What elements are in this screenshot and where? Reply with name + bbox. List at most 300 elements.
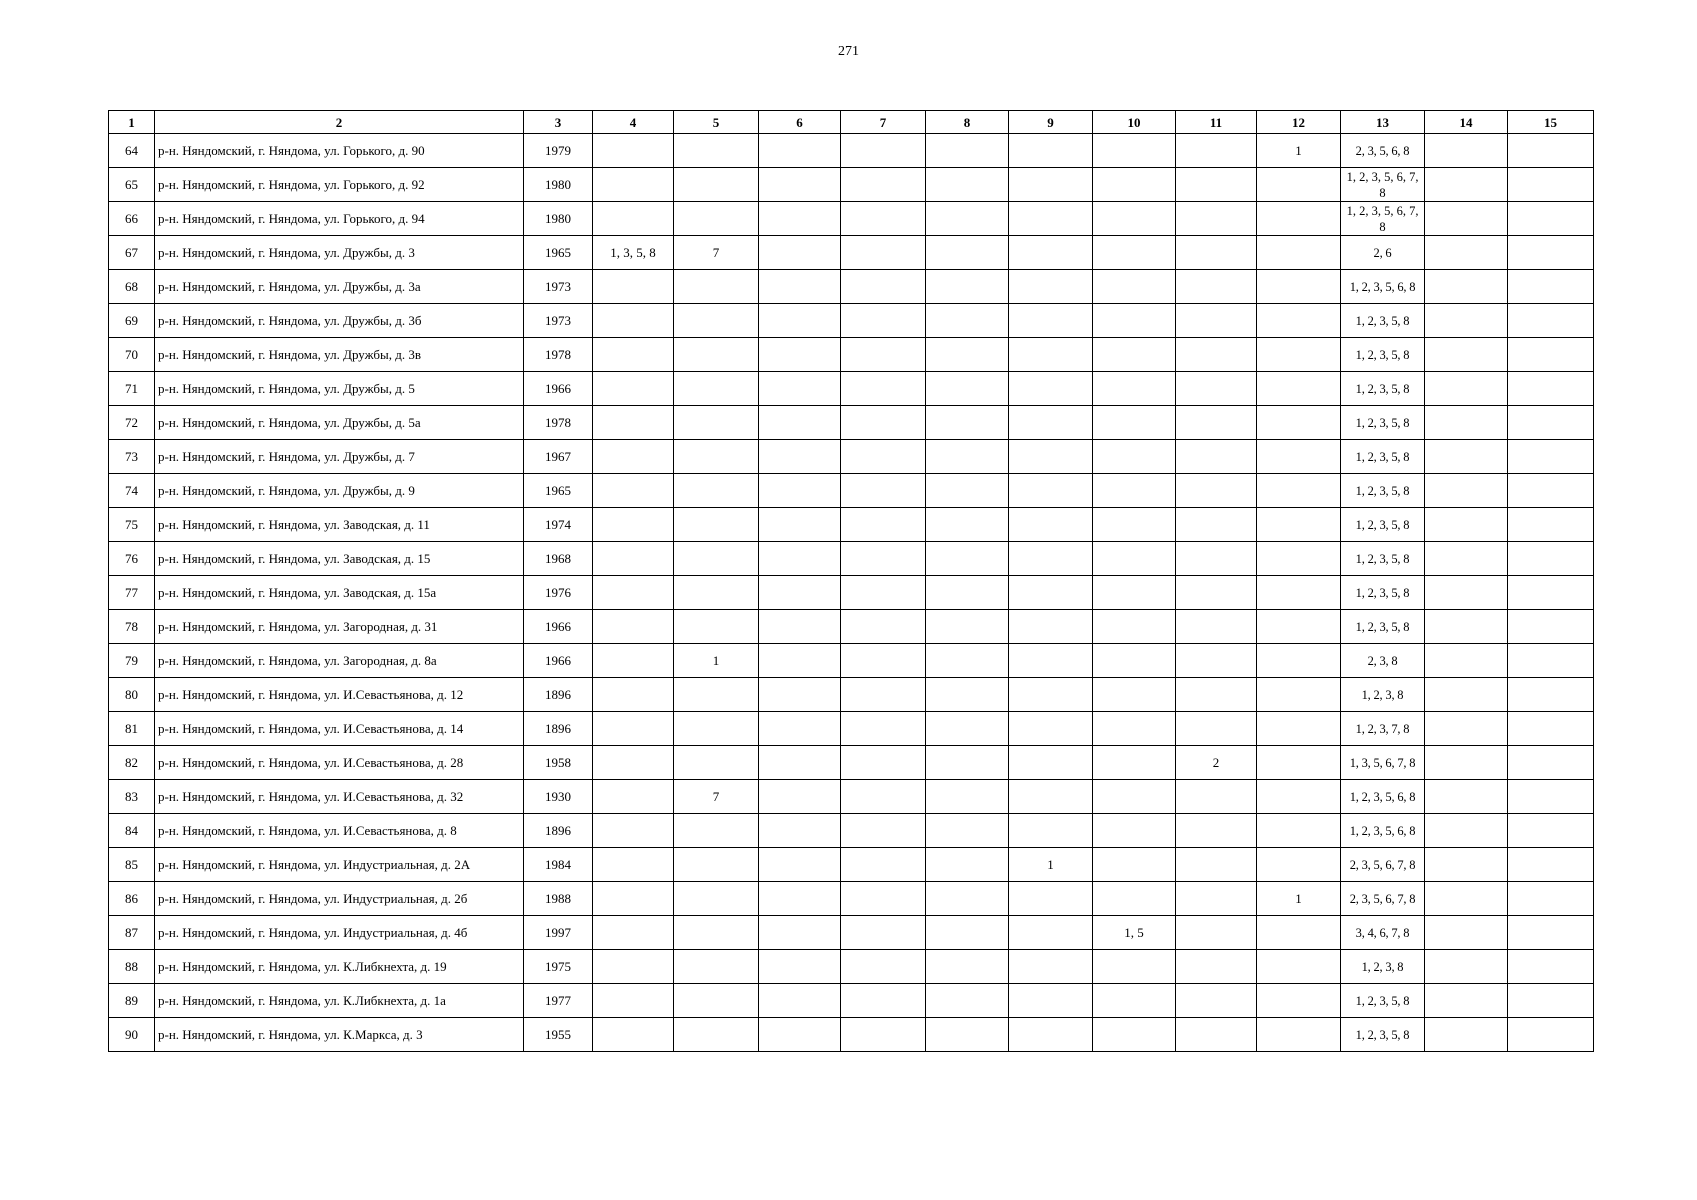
table-cell-col-2: р-н. Няндомский, г. Няндома, ул. Горького, д. 94 xyxy=(155,202,524,236)
table-cell-col-3: 1958 xyxy=(524,746,593,780)
table-cell-col-13: 1, 2, 3, 8 xyxy=(1341,678,1425,712)
table-cell-col-1: 81 xyxy=(109,712,155,746)
table-cell-col-1: 69 xyxy=(109,304,155,338)
table-cell-col-5 xyxy=(674,814,759,848)
table-cell-col-10 xyxy=(1093,950,1176,984)
table-row xyxy=(109,712,1594,746)
column-header-10: 10 xyxy=(1093,111,1176,134)
table-cell-col-10 xyxy=(1093,882,1176,916)
table-cell-col-10 xyxy=(1093,610,1176,644)
table-cell-col-13: 1, 2, 3, 8 xyxy=(1341,950,1425,984)
table-cell-col-13: 1, 2, 3, 5, 8 xyxy=(1341,474,1425,508)
table-cell-col-2: р-н. Няндомский, г. Няндома, ул. И.Севастьянова, д. 14 xyxy=(155,712,524,746)
table-cell-col-12 xyxy=(1257,338,1341,372)
table-cell-col-13: 1, 2, 3, 5, 8 xyxy=(1341,338,1425,372)
table-row xyxy=(109,474,1594,508)
table-cell-col-8 xyxy=(926,542,1009,576)
table-cell-col-12 xyxy=(1257,916,1341,950)
table-cell-col-6 xyxy=(759,678,841,712)
table-row xyxy=(109,304,1594,338)
table-cell-col-1: 67 xyxy=(109,236,155,270)
table-cell-col-7 xyxy=(841,746,926,780)
table-cell-col-8 xyxy=(926,270,1009,304)
table-cell-col-13: 1, 2, 3, 5, 8 xyxy=(1341,610,1425,644)
table-cell-col-4 xyxy=(593,848,674,882)
table-cell-col-6 xyxy=(759,984,841,1018)
table-cell-col-5 xyxy=(674,576,759,610)
table-cell-col-3: 1977 xyxy=(524,984,593,1018)
table-cell-col-4: 1, 3, 5, 8 xyxy=(593,236,674,270)
table-cell-col-3: 1965 xyxy=(524,236,593,270)
table-cell-col-8 xyxy=(926,916,1009,950)
table-cell-col-7 xyxy=(841,338,926,372)
table-cell-col-15 xyxy=(1508,270,1594,304)
table-cell-col-7 xyxy=(841,984,926,1018)
column-header-8: 8 xyxy=(926,111,1009,134)
table-cell-col-7 xyxy=(841,372,926,406)
table-cell-col-10 xyxy=(1093,542,1176,576)
table-cell-col-12 xyxy=(1257,746,1341,780)
table-cell-col-9 xyxy=(1009,984,1093,1018)
table-cell-col-13: 1, 2, 3, 7, 8 xyxy=(1341,712,1425,746)
table-cell-col-12 xyxy=(1257,304,1341,338)
table-cell-col-6 xyxy=(759,780,841,814)
table-cell-col-8 xyxy=(926,236,1009,270)
table-cell-col-4 xyxy=(593,1018,674,1052)
table-cell-col-7 xyxy=(841,542,926,576)
table-cell-col-5 xyxy=(674,270,759,304)
table-row xyxy=(109,508,1594,542)
table-cell-col-14 xyxy=(1425,338,1508,372)
table-cell-col-14 xyxy=(1425,916,1508,950)
table-cell-col-9 xyxy=(1009,610,1093,644)
table-cell-col-11 xyxy=(1176,440,1257,474)
table-cell-col-4 xyxy=(593,304,674,338)
table-cell-col-5 xyxy=(674,916,759,950)
table-cell-col-14 xyxy=(1425,372,1508,406)
table-cell-col-3: 1896 xyxy=(524,712,593,746)
table-cell-col-9 xyxy=(1009,474,1093,508)
table-cell-col-9 xyxy=(1009,644,1093,678)
table-cell-col-1: 83 xyxy=(109,780,155,814)
table-cell-col-4 xyxy=(593,780,674,814)
table-cell-col-8 xyxy=(926,848,1009,882)
table-cell-col-2: р-н. Няндомский, г. Няндома, ул. К.Маркса, д. 3 xyxy=(155,1018,524,1052)
table-cell-col-7 xyxy=(841,270,926,304)
table-cell-col-7 xyxy=(841,780,926,814)
table-cell-col-13: 2, 3, 5, 6, 7, 8 xyxy=(1341,848,1425,882)
table-cell-col-4 xyxy=(593,168,674,202)
table-cell-col-9 xyxy=(1009,372,1093,406)
table-cell-col-15 xyxy=(1508,168,1594,202)
table-cell-col-7 xyxy=(841,406,926,440)
table-cell-col-4 xyxy=(593,576,674,610)
table-cell-col-9 xyxy=(1009,202,1093,236)
table-cell-col-1: 90 xyxy=(109,1018,155,1052)
table-cell-col-5: 1 xyxy=(674,644,759,678)
table-cell-col-9 xyxy=(1009,338,1093,372)
table-row xyxy=(109,168,1594,202)
table-cell-col-11 xyxy=(1176,202,1257,236)
table-cell-col-7 xyxy=(841,304,926,338)
table-cell-col-3: 1968 xyxy=(524,542,593,576)
table-cell-col-11 xyxy=(1176,848,1257,882)
table-cell-col-5 xyxy=(674,848,759,882)
table-cell-col-1: 79 xyxy=(109,644,155,678)
table-cell-col-5 xyxy=(674,610,759,644)
table-cell-col-15 xyxy=(1508,508,1594,542)
table-cell-col-10 xyxy=(1093,814,1176,848)
table-cell-col-10 xyxy=(1093,508,1176,542)
table-cell-col-1: 70 xyxy=(109,338,155,372)
table-cell-col-15 xyxy=(1508,304,1594,338)
table-cell-col-11 xyxy=(1176,576,1257,610)
table-cell-col-15 xyxy=(1508,984,1594,1018)
table-cell-col-15 xyxy=(1508,746,1594,780)
table-cell-col-8 xyxy=(926,576,1009,610)
table-cell-col-14 xyxy=(1425,882,1508,916)
table-cell-col-4 xyxy=(593,746,674,780)
table-cell-col-2: р-н. Няндомский, г. Няндома, ул. Дружбы, д. 3в xyxy=(155,338,524,372)
table-cell-col-15 xyxy=(1508,406,1594,440)
table-cell-col-10 xyxy=(1093,746,1176,780)
table-cell-col-6 xyxy=(759,134,841,168)
table-cell-col-5 xyxy=(674,950,759,984)
table-cell-col-7 xyxy=(841,508,926,542)
table-cell-col-5 xyxy=(674,712,759,746)
table-cell-col-11 xyxy=(1176,780,1257,814)
table-cell-col-2: р-н. Няндомский, г. Няндома, ул. Дружбы, д. 9 xyxy=(155,474,524,508)
table-cell-col-13: 1, 2, 3, 5, 6, 8 xyxy=(1341,814,1425,848)
table-cell-col-8 xyxy=(926,338,1009,372)
table-cell-col-8 xyxy=(926,814,1009,848)
table-cell-col-1: 88 xyxy=(109,950,155,984)
table-cell-col-1: 72 xyxy=(109,406,155,440)
table-row xyxy=(109,338,1594,372)
table-cell-col-8 xyxy=(926,202,1009,236)
table-cell-col-14 xyxy=(1425,1018,1508,1052)
table-cell-col-5 xyxy=(674,474,759,508)
table-cell-col-10 xyxy=(1093,338,1176,372)
table-cell-col-11 xyxy=(1176,474,1257,508)
table-cell-col-1: 66 xyxy=(109,202,155,236)
table-cell-col-3: 1973 xyxy=(524,304,593,338)
table-cell-col-4 xyxy=(593,372,674,406)
table-cell-col-12 xyxy=(1257,270,1341,304)
table-cell-col-15 xyxy=(1508,848,1594,882)
column-header-1: 1 xyxy=(109,111,155,134)
table-cell-col-1: 68 xyxy=(109,270,155,304)
table-cell-col-9 xyxy=(1009,882,1093,916)
table-cell-col-7 xyxy=(841,916,926,950)
table-cell-col-8 xyxy=(926,474,1009,508)
table-row xyxy=(109,814,1594,848)
column-header-6: 6 xyxy=(759,111,841,134)
table-cell-col-10 xyxy=(1093,202,1176,236)
table-cell-col-7 xyxy=(841,848,926,882)
table-cell-col-8 xyxy=(926,372,1009,406)
column-header-4: 4 xyxy=(593,111,674,134)
table-cell-col-3: 1955 xyxy=(524,1018,593,1052)
table-cell-col-6 xyxy=(759,644,841,678)
column-header-9: 9 xyxy=(1009,111,1093,134)
table-cell-col-9 xyxy=(1009,780,1093,814)
table-cell-col-6 xyxy=(759,406,841,440)
table-cell-col-14 xyxy=(1425,474,1508,508)
table-cell-col-9 xyxy=(1009,508,1093,542)
column-header-14: 14 xyxy=(1425,111,1508,134)
table-cell-col-10 xyxy=(1093,644,1176,678)
table-cell-col-4 xyxy=(593,542,674,576)
table-cell-col-9 xyxy=(1009,814,1093,848)
table-cell-col-1: 82 xyxy=(109,746,155,780)
table-body xyxy=(109,134,1594,1052)
table-row xyxy=(109,1018,1594,1052)
table-cell-col-12 xyxy=(1257,474,1341,508)
table-cell-col-11 xyxy=(1176,916,1257,950)
table-cell-col-2: р-н. Няндомский, г. Няндома, ул. Загородная, д. 8а xyxy=(155,644,524,678)
table-cell-col-12 xyxy=(1257,168,1341,202)
table-cell-col-10 xyxy=(1093,372,1176,406)
table-cell-col-4 xyxy=(593,644,674,678)
table-cell-col-12 xyxy=(1257,576,1341,610)
table-cell-col-3: 1965 xyxy=(524,474,593,508)
table-cell-col-12 xyxy=(1257,780,1341,814)
table-cell-col-6 xyxy=(759,712,841,746)
table-cell-col-12 xyxy=(1257,848,1341,882)
table-row xyxy=(109,916,1594,950)
table-cell-col-13: 1, 2, 3, 5, 6, 7, 8 xyxy=(1341,168,1425,202)
table-cell-col-8 xyxy=(926,678,1009,712)
table-row xyxy=(109,202,1594,236)
table-cell-col-7 xyxy=(841,1018,926,1052)
table-cell-col-6 xyxy=(759,440,841,474)
table-cell-col-5 xyxy=(674,440,759,474)
table-cell-col-11 xyxy=(1176,984,1257,1018)
table-cell-col-11 xyxy=(1176,644,1257,678)
table-cell-col-2: р-н. Няндомский, г. Няндома, ул. Загородная, д. 31 xyxy=(155,610,524,644)
table-cell-col-13: 1, 2, 3, 5, 6, 8 xyxy=(1341,270,1425,304)
table-cell-col-2: р-н. Няндомский, г. Няндома, ул. И.Севастьянова, д. 28 xyxy=(155,746,524,780)
table-cell-col-2: р-н. Няндомский, г. Няндома, ул. Горького, д. 90 xyxy=(155,134,524,168)
table-cell-col-4 xyxy=(593,882,674,916)
table-cell-col-8 xyxy=(926,644,1009,678)
table-cell-col-2: р-н. Няндомский, г. Няндома, ул. Дружбы, д. 3 xyxy=(155,236,524,270)
table-cell-col-14 xyxy=(1425,304,1508,338)
table-row xyxy=(109,134,1594,168)
table-cell-col-6 xyxy=(759,610,841,644)
table-cell-col-4 xyxy=(593,814,674,848)
table-row xyxy=(109,270,1594,304)
table-cell-col-5 xyxy=(674,372,759,406)
table-cell-col-5 xyxy=(674,746,759,780)
table-cell-col-1: 85 xyxy=(109,848,155,882)
column-header-2: 2 xyxy=(155,111,524,134)
table-cell-col-2: р-н. Няндомский, г. Няндома, ул. И.Севастьянова, д. 32 xyxy=(155,780,524,814)
table-cell-col-4 xyxy=(593,338,674,372)
table-cell-col-3: 1966 xyxy=(524,610,593,644)
table-cell-col-13: 2, 3, 5, 6, 7, 8 xyxy=(1341,882,1425,916)
table-cell-col-6 xyxy=(759,270,841,304)
table-cell-col-15 xyxy=(1508,372,1594,406)
table-cell-col-6 xyxy=(759,814,841,848)
table-cell-col-8 xyxy=(926,304,1009,338)
table-cell-col-3: 1978 xyxy=(524,406,593,440)
table-cell-col-3: 1896 xyxy=(524,678,593,712)
table-cell-col-1: 76 xyxy=(109,542,155,576)
table-cell-col-3: 1988 xyxy=(524,882,593,916)
table-cell-col-7 xyxy=(841,168,926,202)
table-cell-col-2: р-н. Няндомский, г. Няндома, ул. Дружбы, д. 5 xyxy=(155,372,524,406)
table-cell-col-2: р-н. Няндомский, г. Няндома, ул. Индустриальная, д. 2А xyxy=(155,848,524,882)
table-cell-col-9 xyxy=(1009,916,1093,950)
table-cell-col-7 xyxy=(841,950,926,984)
table-cell-col-12 xyxy=(1257,202,1341,236)
table-cell-col-9 xyxy=(1009,440,1093,474)
column-header-13: 13 xyxy=(1341,111,1425,134)
table-cell-col-10 xyxy=(1093,712,1176,746)
table-cell-col-15 xyxy=(1508,202,1594,236)
table-cell-col-9: 1 xyxy=(1009,848,1093,882)
table-cell-col-5 xyxy=(674,338,759,372)
table-cell-col-3: 1997 xyxy=(524,916,593,950)
column-header-15: 15 xyxy=(1508,111,1594,134)
table-cell-col-11 xyxy=(1176,712,1257,746)
table-cell-col-4 xyxy=(593,984,674,1018)
table-cell-col-1: 84 xyxy=(109,814,155,848)
table-cell-col-6 xyxy=(759,372,841,406)
table-cell-col-11 xyxy=(1176,508,1257,542)
table-row xyxy=(109,780,1594,814)
table-cell-col-12 xyxy=(1257,644,1341,678)
table-cell-col-5 xyxy=(674,984,759,1018)
table-cell-col-14 xyxy=(1425,134,1508,168)
table-row xyxy=(109,440,1594,474)
table-cell-col-7 xyxy=(841,576,926,610)
table-cell-col-10 xyxy=(1093,678,1176,712)
table-cell-col-15 xyxy=(1508,610,1594,644)
table-cell-col-9 xyxy=(1009,746,1093,780)
table-cell-col-15 xyxy=(1508,474,1594,508)
table-cell-col-1: 87 xyxy=(109,916,155,950)
table-cell-col-12 xyxy=(1257,508,1341,542)
table-cell-col-13: 2, 6 xyxy=(1341,236,1425,270)
table-cell-col-2: р-н. Няндомский, г. Няндома, ул. К.Либкнехта, д. 19 xyxy=(155,950,524,984)
table-cell-col-4 xyxy=(593,916,674,950)
table-cell-col-14 xyxy=(1425,508,1508,542)
table-cell-col-8 xyxy=(926,168,1009,202)
table-cell-col-15 xyxy=(1508,236,1594,270)
table-cell-col-15 xyxy=(1508,644,1594,678)
table-row xyxy=(109,406,1594,440)
table-cell-col-8 xyxy=(926,950,1009,984)
table-cell-col-14 xyxy=(1425,542,1508,576)
table-row xyxy=(109,746,1594,780)
table-cell-col-3: 1978 xyxy=(524,338,593,372)
table-cell-col-12 xyxy=(1257,406,1341,440)
table-cell-col-1: 78 xyxy=(109,610,155,644)
table-cell-col-9 xyxy=(1009,678,1093,712)
table-cell-col-8 xyxy=(926,406,1009,440)
table-cell-col-1: 86 xyxy=(109,882,155,916)
table-row xyxy=(109,644,1594,678)
table-cell-col-2: р-н. Няндомский, г. Няндома, ул. Индустриальная, д. 4б xyxy=(155,916,524,950)
table-cell-col-15 xyxy=(1508,542,1594,576)
table-cell-col-11 xyxy=(1176,406,1257,440)
table-cell-col-1: 64 xyxy=(109,134,155,168)
table-cell-col-11 xyxy=(1176,950,1257,984)
table-cell-col-1: 80 xyxy=(109,678,155,712)
table-cell-col-10 xyxy=(1093,168,1176,202)
table-cell-col-6 xyxy=(759,168,841,202)
table-cell-col-13: 1, 2, 3, 5, 6, 7, 8 xyxy=(1341,202,1425,236)
table-cell-col-4 xyxy=(593,406,674,440)
table-cell-col-8 xyxy=(926,780,1009,814)
table-cell-col-8 xyxy=(926,1018,1009,1052)
table-cell-col-13: 1, 2, 3, 5, 8 xyxy=(1341,576,1425,610)
table-cell-col-14 xyxy=(1425,168,1508,202)
table-cell-col-6 xyxy=(759,1018,841,1052)
table-cell-col-3: 1976 xyxy=(524,576,593,610)
table-cell-col-3: 1973 xyxy=(524,270,593,304)
table-cell-col-10 xyxy=(1093,576,1176,610)
table-cell-col-7 xyxy=(841,610,926,644)
table-cell-col-6 xyxy=(759,848,841,882)
table-cell-col-14 xyxy=(1425,576,1508,610)
table-cell-col-5 xyxy=(674,202,759,236)
table-cell-col-5 xyxy=(674,882,759,916)
table-cell-col-14 xyxy=(1425,440,1508,474)
table-cell-col-11 xyxy=(1176,678,1257,712)
table-cell-col-2: р-н. Няндомский, г. Няндома, ул. Дружбы, д. 5а xyxy=(155,406,524,440)
table-row xyxy=(109,984,1594,1018)
table-cell-col-2: р-н. Няндомский, г. Няндома, ул. К.Либкнехта, д. 1а xyxy=(155,984,524,1018)
table-cell-col-14 xyxy=(1425,406,1508,440)
table-cell-col-12: 1 xyxy=(1257,882,1341,916)
table-cell-col-8 xyxy=(926,610,1009,644)
table-cell-col-10 xyxy=(1093,236,1176,270)
table-row xyxy=(109,372,1594,406)
table-cell-col-3: 1966 xyxy=(524,372,593,406)
table-cell-col-2: р-н. Няндомский, г. Няндома, ул. Заводская, д. 15 xyxy=(155,542,524,576)
table-cell-col-8 xyxy=(926,508,1009,542)
table-cell-col-11 xyxy=(1176,542,1257,576)
table-cell-col-4 xyxy=(593,950,674,984)
table-cell-col-15 xyxy=(1508,882,1594,916)
table-row xyxy=(109,848,1594,882)
table-cell-col-8 xyxy=(926,882,1009,916)
table-cell-col-1: 73 xyxy=(109,440,155,474)
table-cell-col-11 xyxy=(1176,1018,1257,1052)
table-cell-col-15 xyxy=(1508,1018,1594,1052)
table-cell-col-12: 1 xyxy=(1257,134,1341,168)
table-row xyxy=(109,236,1594,270)
table-cell-col-10 xyxy=(1093,440,1176,474)
table-cell-col-15 xyxy=(1508,712,1594,746)
table-cell-col-11 xyxy=(1176,134,1257,168)
table-cell-col-5 xyxy=(674,1018,759,1052)
table-cell-col-5 xyxy=(674,542,759,576)
table-cell-col-8 xyxy=(926,134,1009,168)
table-cell-col-14 xyxy=(1425,610,1508,644)
table-cell-col-14 xyxy=(1425,678,1508,712)
table-cell-col-8 xyxy=(926,984,1009,1018)
table-cell-col-4 xyxy=(593,678,674,712)
table-cell-col-9 xyxy=(1009,542,1093,576)
housing-register-table xyxy=(108,110,1594,1052)
column-header-3: 3 xyxy=(524,111,593,134)
table-cell-col-2: р-н. Няндомский, г. Няндома, ул. И.Севастьянова, д. 8 xyxy=(155,814,524,848)
